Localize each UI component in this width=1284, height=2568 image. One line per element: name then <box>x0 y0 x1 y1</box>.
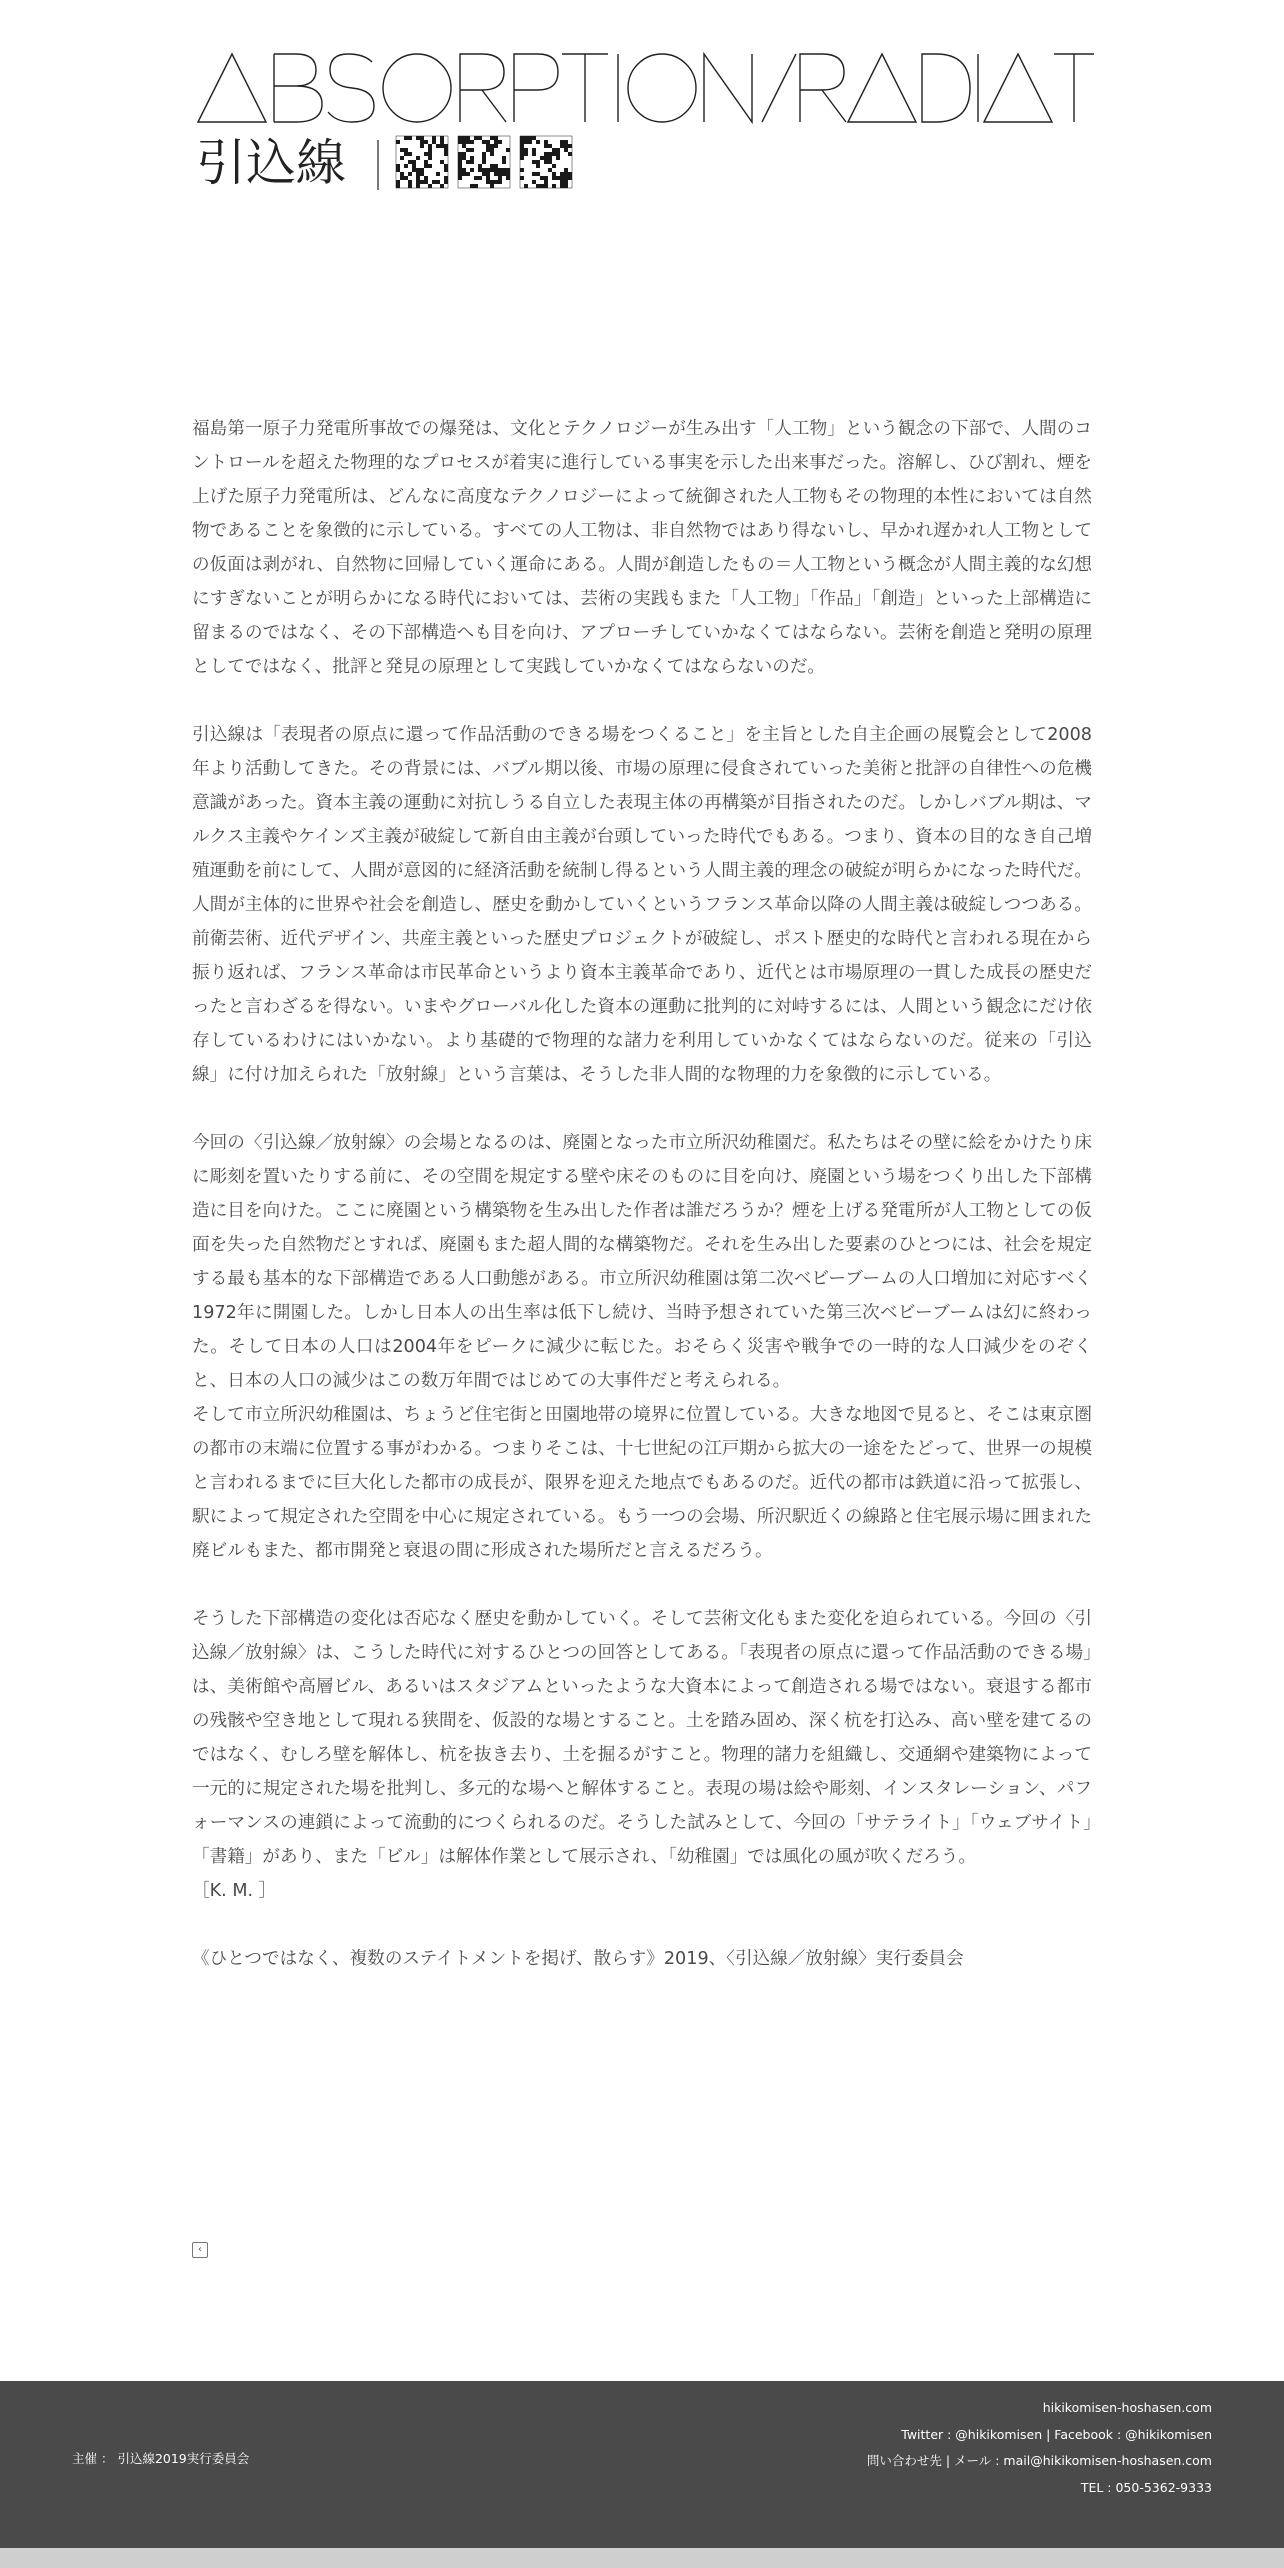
author-signature: ［K. M. ］ <box>192 1881 277 1901</box>
image-caption: 《ひとつではなく、複数のステイトメントを掲げ、散らす》2019、〈引込線／放射線〉実行委員会 <box>192 1949 964 1969</box>
sponsor-text: 主催 ： 引込線2019実行委員会 <box>72 2451 250 2466</box>
chevron-left-icon: ‹ <box>198 2244 202 2255</box>
statement-paragraph: そうした下部構造の変化は否応なく歴史を動かしていく。そして芸術文化もまた変化を迫られている。今回の〈引込線／放射線〉は、こうした時代に対するひとつの回答としてある。「表現者の原点に還って作品活動のできる場」は、美術館や高層ビル、あるいはスタジアムといったような大資本によって創造される場ではない。衰退する都市の残骸や空き地として現れる狭間を、仮設的な場とすること。土を踏み固め、深く杭を打込み、高い壁を建てるのではなく、むしろ壁を解体し、杭を抜き去り、土を掘るがすこと。物理的諸力を組織し、交通網や建築物によって一元的に規定された場を批判し、多元的な場へと解体すること。表現の場は絵や彫刻、インスタレーション、パフォーマンスの連鎖によって流動的につくられるのだ。そうした試みとして、今回の「サテライト」「ウェブサイト」「書籍」があり、また「ビル」は解体作業として展示され、「幼稚園」では風化の風が吹くだろう。 <box>192 1609 1092 1867</box>
social-links[interactable]: Twitter : @hikikomisen | Facebook : @hikikomisen <box>901 2426 1212 2442</box>
statement-article <box>192 412 1092 1976</box>
footer-contact <box>867 2395 1212 2501</box>
statement-paragraph: 今回の〈引込線／放射線〉の会場となるのは、廃園となった市立所沢幼稚園だ。私たちはその壁に絵をかけたり床に彫刻を置いたりする前に、その空間を規定する壁や床そのものに目を向け、廃園という場をつくり出した下部構造に目を向けた。ここに廃園という構築物を生み出した作者は誰だろうか？煙を上げる発電所が人工物としての仮面を失った自然物だとすれば、廃園もまた超人間的な構築物だ。それを生み出した要素のひとつには、社会を規定する最も基本的な下部構造である人口動態がある。市立所沢幼稚園は第二次ベビーブームの人口増加に対応すべく1972年に開園した。しかし日本人の出生率は低下し続け、当時予想されていた第三次ベビーブームは幻に終わった。そして日本の人口は2004年をピークに減少に転じた。おそらく災害や戦争での一時的な人口減少をのぞくと、日本の人口の減少はこの数万年間ではじめての大事件だと考えられる。 <box>192 1133 1092 1391</box>
bottom-strip <box>0 2548 1284 2568</box>
site-footer <box>0 2381 1284 2548</box>
site-header <box>0 0 1284 200</box>
site-logo[interactable] <box>196 50 1096 200</box>
website-link[interactable]: hikikomisen-hoshasen.com <box>1042 2400 1212 2415</box>
logo-jp-text: 引込線 <box>196 134 346 192</box>
statement-paragraph: 引込線は「表現者の原点に還って作品活動のできる場をつくること」を主旨とした自主企画の展覧会として2008年より活動してきた。その背景には、バブル期以後、市場の原理に侵食されていった美術と批評の自律性への危機意識があった。資本主義の運動に対抗しうる自立した表現主体の再構築が目指されたのだ。しかしバブル期は、マルクス主義やケインズ主義が破綻して新自由主義が台頭していった時代でもある。つまり、資本の目的なき自己増殖運動を前にして、人間が意図的に経済活動を統制し得るという人間主義的理念の破綻が明らかになった時代だ。人間が主体的に世界や社会を創造し、歴史を動かしていくというフランス革命以降の人間主義は破綻しつつある。前衛芸術、近代デザイン、共産主義といった歴史プロジェクトが破綻し、ポスト歴史的な時代と言われる現在から振り返れば、フランス革命は市民革命というより資本主義革命であり、近代とは市場原理の一貫した成長の歴史だったと言わざるを得ない。いまやグローバル化した資本の運動に批判的に対峙するには、人間という観念にだけ依存しているわけにはいかない。より基礎的で物理的な諸力を利用していかなくてはならないのだ。従来の「引込線」に付け加えられた「放射線」という言葉は、そうした非人間的な物理的力を象徴的に示している。 <box>192 725 1092 1085</box>
statement-paragraph: そして市立所沢幼稚園は、ちょうど住宅街と田園地帯の境界に位置している。大きな地図で見ると、そこは東京圏の都市の末端に位置する事がわかる。つまりそこは、十七世紀の江戸期から拡大の一途をたどって、世界一の規模と言われるまでに巨大化した都市の成長が、限界を迎えた地点でもあるのだ。近代の都市は鉄道に沿って拡張し、駅によって規定された空間を中心に規定されている。もう一つの会場、所沢駅近くの線路と住宅展示場に囲まれた廃ビルもまた、都市開発と衰退の間に形成された場所だと言えるだろう。 <box>192 1405 1092 1561</box>
back-button[interactable] <box>192 2242 208 2258</box>
statement-paragraph: 福島第一原子力発電所事故での爆発は、文化とテクノロジーが生み出す「人工物」という観念の下部で、人間のコントロールを超えた物理的なプロセスが着実に進行している事実を示した出来事だった。溶解し、ひび割れ、煙を上げた原子力発電所は、どんなに高度なテクノロジーによって統御された人工物もその物理的本性においては自然物であることを象徴的に示している。すべての人工物は、非自然物ではあり得ないし、早かれ遅かれ人工物としての仮面は剥がれ、自然物に回帰していく運命にある。人間が創造したもの＝人工物という概念が人間主義的な幻想にすぎないことが明らかになる時代においては、芸術の実践もまた「人工物」「作品」「創造」といった上部構造に留まるのではなく、その下部構造へも目を向け、アプローチしていかなくてはならない。芸術を創造と発明の原理としてではなく、批評と発見の原理として実践していかなくてはならないのだ。 <box>192 419 1092 677</box>
contact-email[interactable]: 問い合わせ先 | メール : mail@hikikomisen-hoshasen.com <box>866 2453 1212 2468</box>
contact-tel: TEL : 050-5362-9333 <box>1080 2479 1212 2495</box>
